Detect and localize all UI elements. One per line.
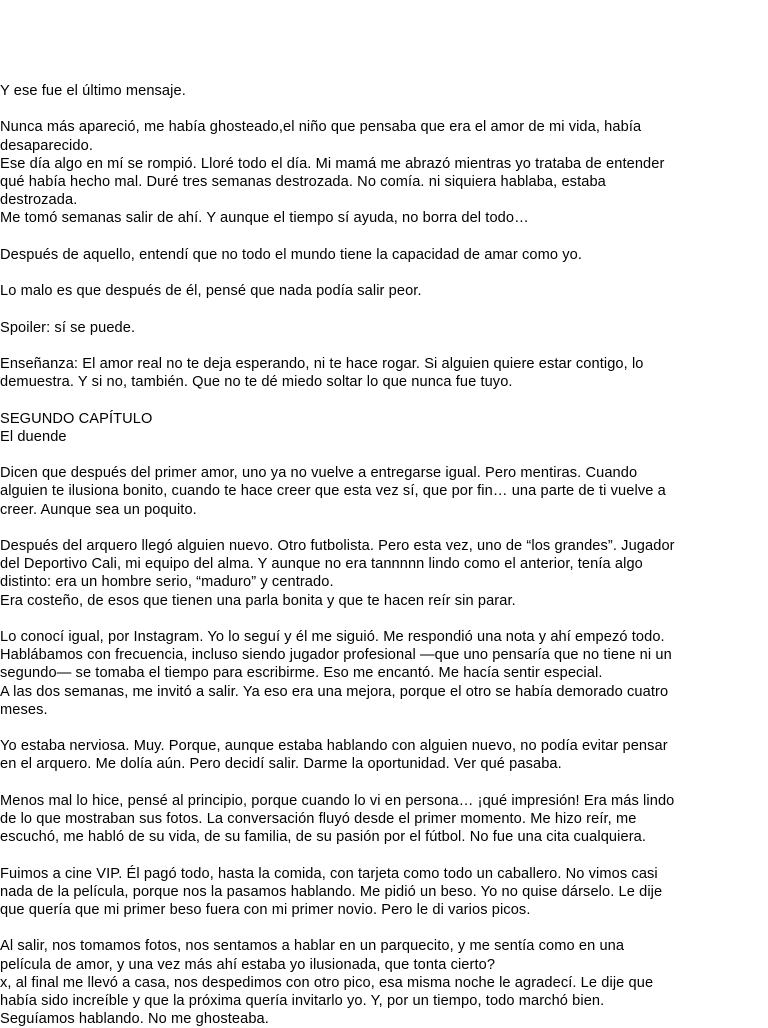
text-line: del Deportivo Cali, mi equipo del alma. Y aunque no era tannnnn lindo como el anterior, tenía algo bbox=[0, 556, 643, 573]
blank-line bbox=[0, 100, 768, 118]
text-line: desaparecido. bbox=[0, 137, 93, 154]
text-line: Yo estaba nerviosa. Muy. Porque, aunque estaba hablando con alguien nuevo, no podía evitar pensar bbox=[0, 738, 668, 755]
text-line: que quería que mi primer beso fuera con mi primer novio. Pero le di varios picos. bbox=[0, 901, 531, 918]
text-line: Fuimos a cine VIP. Él pagó todo, hasta la comida, con tarjeta como todo un caballero. No vimos casi bbox=[0, 865, 658, 882]
blank-line bbox=[0, 446, 768, 464]
blank-line bbox=[0, 264, 768, 282]
text-line: destrozada. bbox=[0, 192, 78, 209]
text-line: había sido increíble y que la próxima quería invitarlo yo. Y, por un tiempo, todo marchó bien. bbox=[0, 992, 605, 1009]
text-line: Spoiler: sí se puede. bbox=[0, 319, 136, 336]
blank-line bbox=[0, 919, 768, 937]
text-line: película de amor, y una vez más ahí estaba yo ilusionada, que tonta cierto? bbox=[0, 956, 496, 973]
document-body bbox=[0, 82, 768, 1028]
text-line: escuchó, me habló de su vida, de su familia, de su pasión por el fútbol. No fue una cita cualquiera. bbox=[0, 829, 647, 846]
text-line: Y ese fue el último mensaje. bbox=[0, 83, 186, 99]
text-line: El duende bbox=[0, 428, 67, 445]
blank-line bbox=[0, 719, 768, 737]
text-line: segundo— se tomaba el tiempo para escribirme. Eso me encantó. Me hacía sentir especial. bbox=[0, 665, 603, 682]
blank-line bbox=[0, 391, 768, 409]
text-line: x, al final me llevó a casa, nos despedimos con otro pico, esa misma noche le agradecí. Le dije que bbox=[0, 974, 654, 991]
text-line: Después del arquero llegó alguien nuevo. Otro futbolista. Pero esta vez, uno de “los grandes”. Jugador bbox=[0, 537, 675, 554]
text-line: Al salir, nos tomamos fotos, nos sentamos a hablar en un parquecito, y me sentía como en una bbox=[0, 938, 625, 955]
blank-line bbox=[0, 846, 768, 864]
text-line: Seguíamos hablando. No me ghosteaba. bbox=[0, 1011, 269, 1028]
text-line: Después de aquello, entendí que no todo el mundo tiene la capacidad de amar como yo. bbox=[0, 246, 583, 263]
text-line: de lo que mostraban sus fotos. La conversación fluyó desde el primer momento. Me hizo reír, me bbox=[0, 810, 637, 827]
text-line: Nunca más apareció, me había ghosteado,el niño que pensaba que era el amor de mi vida, había bbox=[0, 119, 642, 136]
blank-line bbox=[0, 774, 768, 792]
text-line: Lo conocí igual, por Instagram. Yo lo seguí y él me siguió. Me respondió una nota y ahí empezó todo. bbox=[0, 628, 665, 645]
text-line: Menos mal lo hice, pensé al principio, porque cuando lo vi en persona… ¡qué impresión! Era más lindo bbox=[0, 792, 675, 809]
text-line: Era costeño, de esos que tienen una parla bonita y que te hacen reír sin parar. bbox=[0, 592, 516, 609]
text-line: alguien te ilusiona bonito, cuando te hace creer que esta vez sí, que por fin… una parte de ti vuelve a bbox=[0, 483, 666, 500]
blank-line bbox=[0, 337, 768, 355]
text-line: Enseñanza: El amor real no te deja esperando, ni te hace rogar. Si alguien quiere estar contigo, lo bbox=[0, 355, 644, 372]
text-line: qué había hecho mal. Duré tres semanas destrozada. No comía. ni siquiera hablaba, estaba bbox=[0, 174, 606, 190]
text-line: Hablábamos con frecuencia, incluso siendo jugador profesional —que uno pensaría que no tiene ni un bbox=[0, 647, 672, 664]
text-line: Lo malo es que después de él, pensé que nada podía salir peor. bbox=[0, 283, 422, 300]
text-line: A las dos semanas, me invitó a salir. Ya eso era una mejora, porque el otro se había demorado cuatro bbox=[0, 683, 669, 700]
blank-line bbox=[0, 519, 768, 537]
text-line: creer. Aunque sea un poquito. bbox=[0, 501, 197, 518]
blank-line bbox=[0, 610, 768, 628]
text-line: Me tomó semanas salir de ahí. Y aunque el tiempo sí ayuda, no borra del todo… bbox=[0, 210, 529, 227]
text-line: nada de la película, porque nos la pasamos hablando. Me pidió un beso. Yo no quise dárselo. Le dije bbox=[0, 883, 663, 900]
text-line: en el arquero. Me dolía aún. Pero decidí salir. Darme la oportunidad. Ver qué pasaba. bbox=[0, 756, 562, 773]
text-line: Ese día algo en mí se rompió. Lloré todo el día. Mi mamá me abrazó mientras yo trataba de entender bbox=[0, 155, 665, 172]
blank-line bbox=[0, 228, 768, 246]
text-line: meses. bbox=[0, 701, 48, 718]
text-line: SEGUNDO CAPÍTULO bbox=[0, 410, 153, 427]
text-line: Dicen que después del primer amor, uno ya no vuelve a entregarse igual. Pero mentiras. Cuando bbox=[0, 465, 638, 482]
text-line: demuestra. Y si no, también. Que no te dé miedo soltar lo que nunca fue tuyo. bbox=[0, 374, 513, 391]
text-line: distinto: era un hombre serio, “maduro” y centrado. bbox=[0, 574, 334, 591]
blank-line bbox=[0, 300, 768, 318]
